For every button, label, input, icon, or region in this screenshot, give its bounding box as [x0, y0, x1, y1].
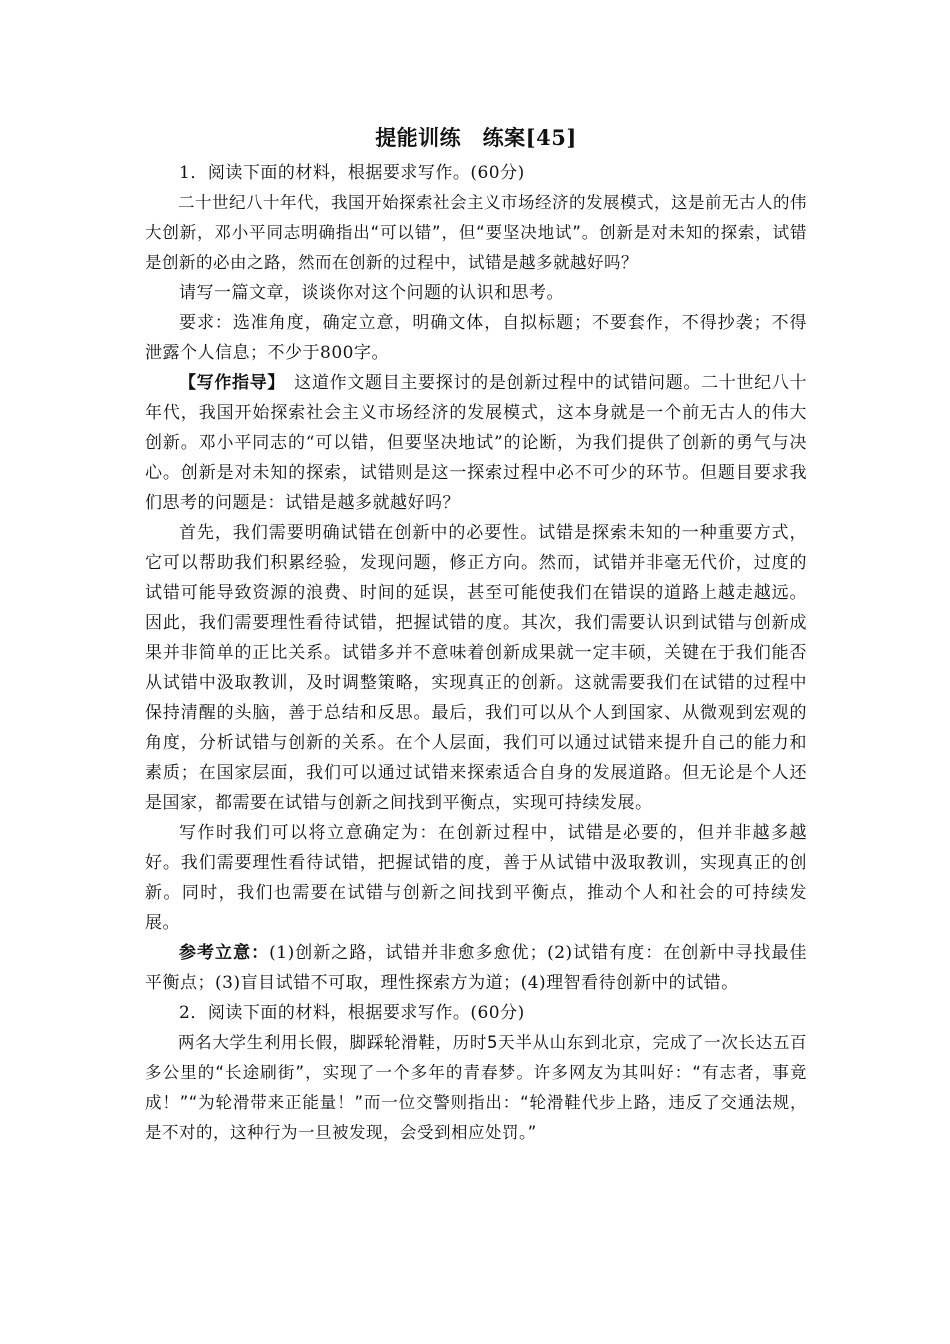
question-1-material: 二十世纪八十年代，我国开始探索社会主义市场经济的发展模式，这是前无古人的伟大创新，邓小平同志明确指出“可以错”，但“要坚决地试”。创新是对未知的探索，试错是创新的必由之路，然而在创新的过程中，试错是越多就越好吗？ [145, 193, 807, 272]
page-title: 提能训练 练案[45] [375, 125, 577, 150]
analysis-paragraph-2: 首先，我们需要明确试错在创新中的必要性。试错是探索未知的一种重要方式，它可以帮助我们积累经验，发现问题，修正方向。然而，试错并非毫无代价，过度的试错可能导致资源的浪费、时间的延误，甚至可能使我们在错误的道路上越走越远。因此，我们需要理性看待试错，把握试错的度。其次，我们需要认识到试错与创新成果并非简单的正比关系。试错多并不意味着创新成果就一定丰硕，关键在于我们能否从试错中汲取教训，及时调整策略，实现真正的创新。这就需要我们在试错的过程中保持清醒的头脑，善于总结和反思。最后，我们可以从个人到国家、从微观到宏观的角度，分析试错与创新的关系。在个人层面，我们可以通过试错来提升自己的能力和素质；在国家层面，我们可以通过试错来探索适合自身的发展道路。但无论是个人还是国家，都需要在试错与创新之间找到平衡点，实现可持续发展。 [145, 523, 807, 813]
document-page [145, 120, 807, 1148]
reference-themes [145, 938, 807, 998]
reference-label: 参考立意： [179, 943, 270, 963]
analysis-paragraph-3: 写作时我们可以将立意确定为：在创新过程中，试错是必要的，但并非越多越好。我们需要理性看待试错，把握试错的度，善于从试错中汲取教训，实现真正的创新。同时，我们也需要在试错与创新之间找到平衡点，推动个人和社会的可持续发展。 [145, 823, 807, 933]
writing-guide-paragraph [145, 368, 807, 518]
question-2-material: 两名大学生利用长假，脚踩轮滑鞋，历时5天半从山东到北京，完成了一次长达五百多公里的“长途刷街”，实现了一个多年的青春梦。许多网友为其叫好：“有志者，事竟成！”“为轮滑带来正能量！”而一位交警则指出：“轮滑鞋代步上路，违反了交通法规，是不对的，这种行为一旦被发现，会受到相应处罚。” [145, 1033, 807, 1142]
question-1-prompt: 1．阅读下面的材料，根据要求写作。(60分) [179, 163, 525, 183]
question-2-prompt: 2．阅读下面的材料，根据要求写作。(60分) [179, 1003, 525, 1023]
reference-text: (1)创新之路，试错并非愈多愈优；(2)试错有度：在创新中寻找最佳平衡点；(3)盲目试错不可取，理性探索方为道；(4)理智看待创新中的试错。 [145, 943, 807, 993]
question-1-requirements: 要求：选准角度，确定立意，明确文体，自拟标题；不要套作，不得抄袭；不得泄露个人信息；不少于800字。 [145, 313, 807, 363]
question-1-task: 请写一篇文章，谈谈你对这个问题的认识和思考。 [179, 283, 564, 303]
writing-guide-text: 这道作文题目主要探讨的是创新过程中的试错问题。二十世纪八十年代，我国开始探索社会主义市场经济的发展模式，这本身就是一个前无古人的伟大创新。邓小平同志的“可以错，但要坚决地试”的论断，为我们提供了创新的勇气与决心。创新是对未知的探索，试错则是这一探索过程中必不可少的环节。但题目要求我们思考的问题是：试错是越多就越好吗？ [145, 373, 808, 513]
writing-guide-label: 【写作指导】 [179, 373, 277, 393]
